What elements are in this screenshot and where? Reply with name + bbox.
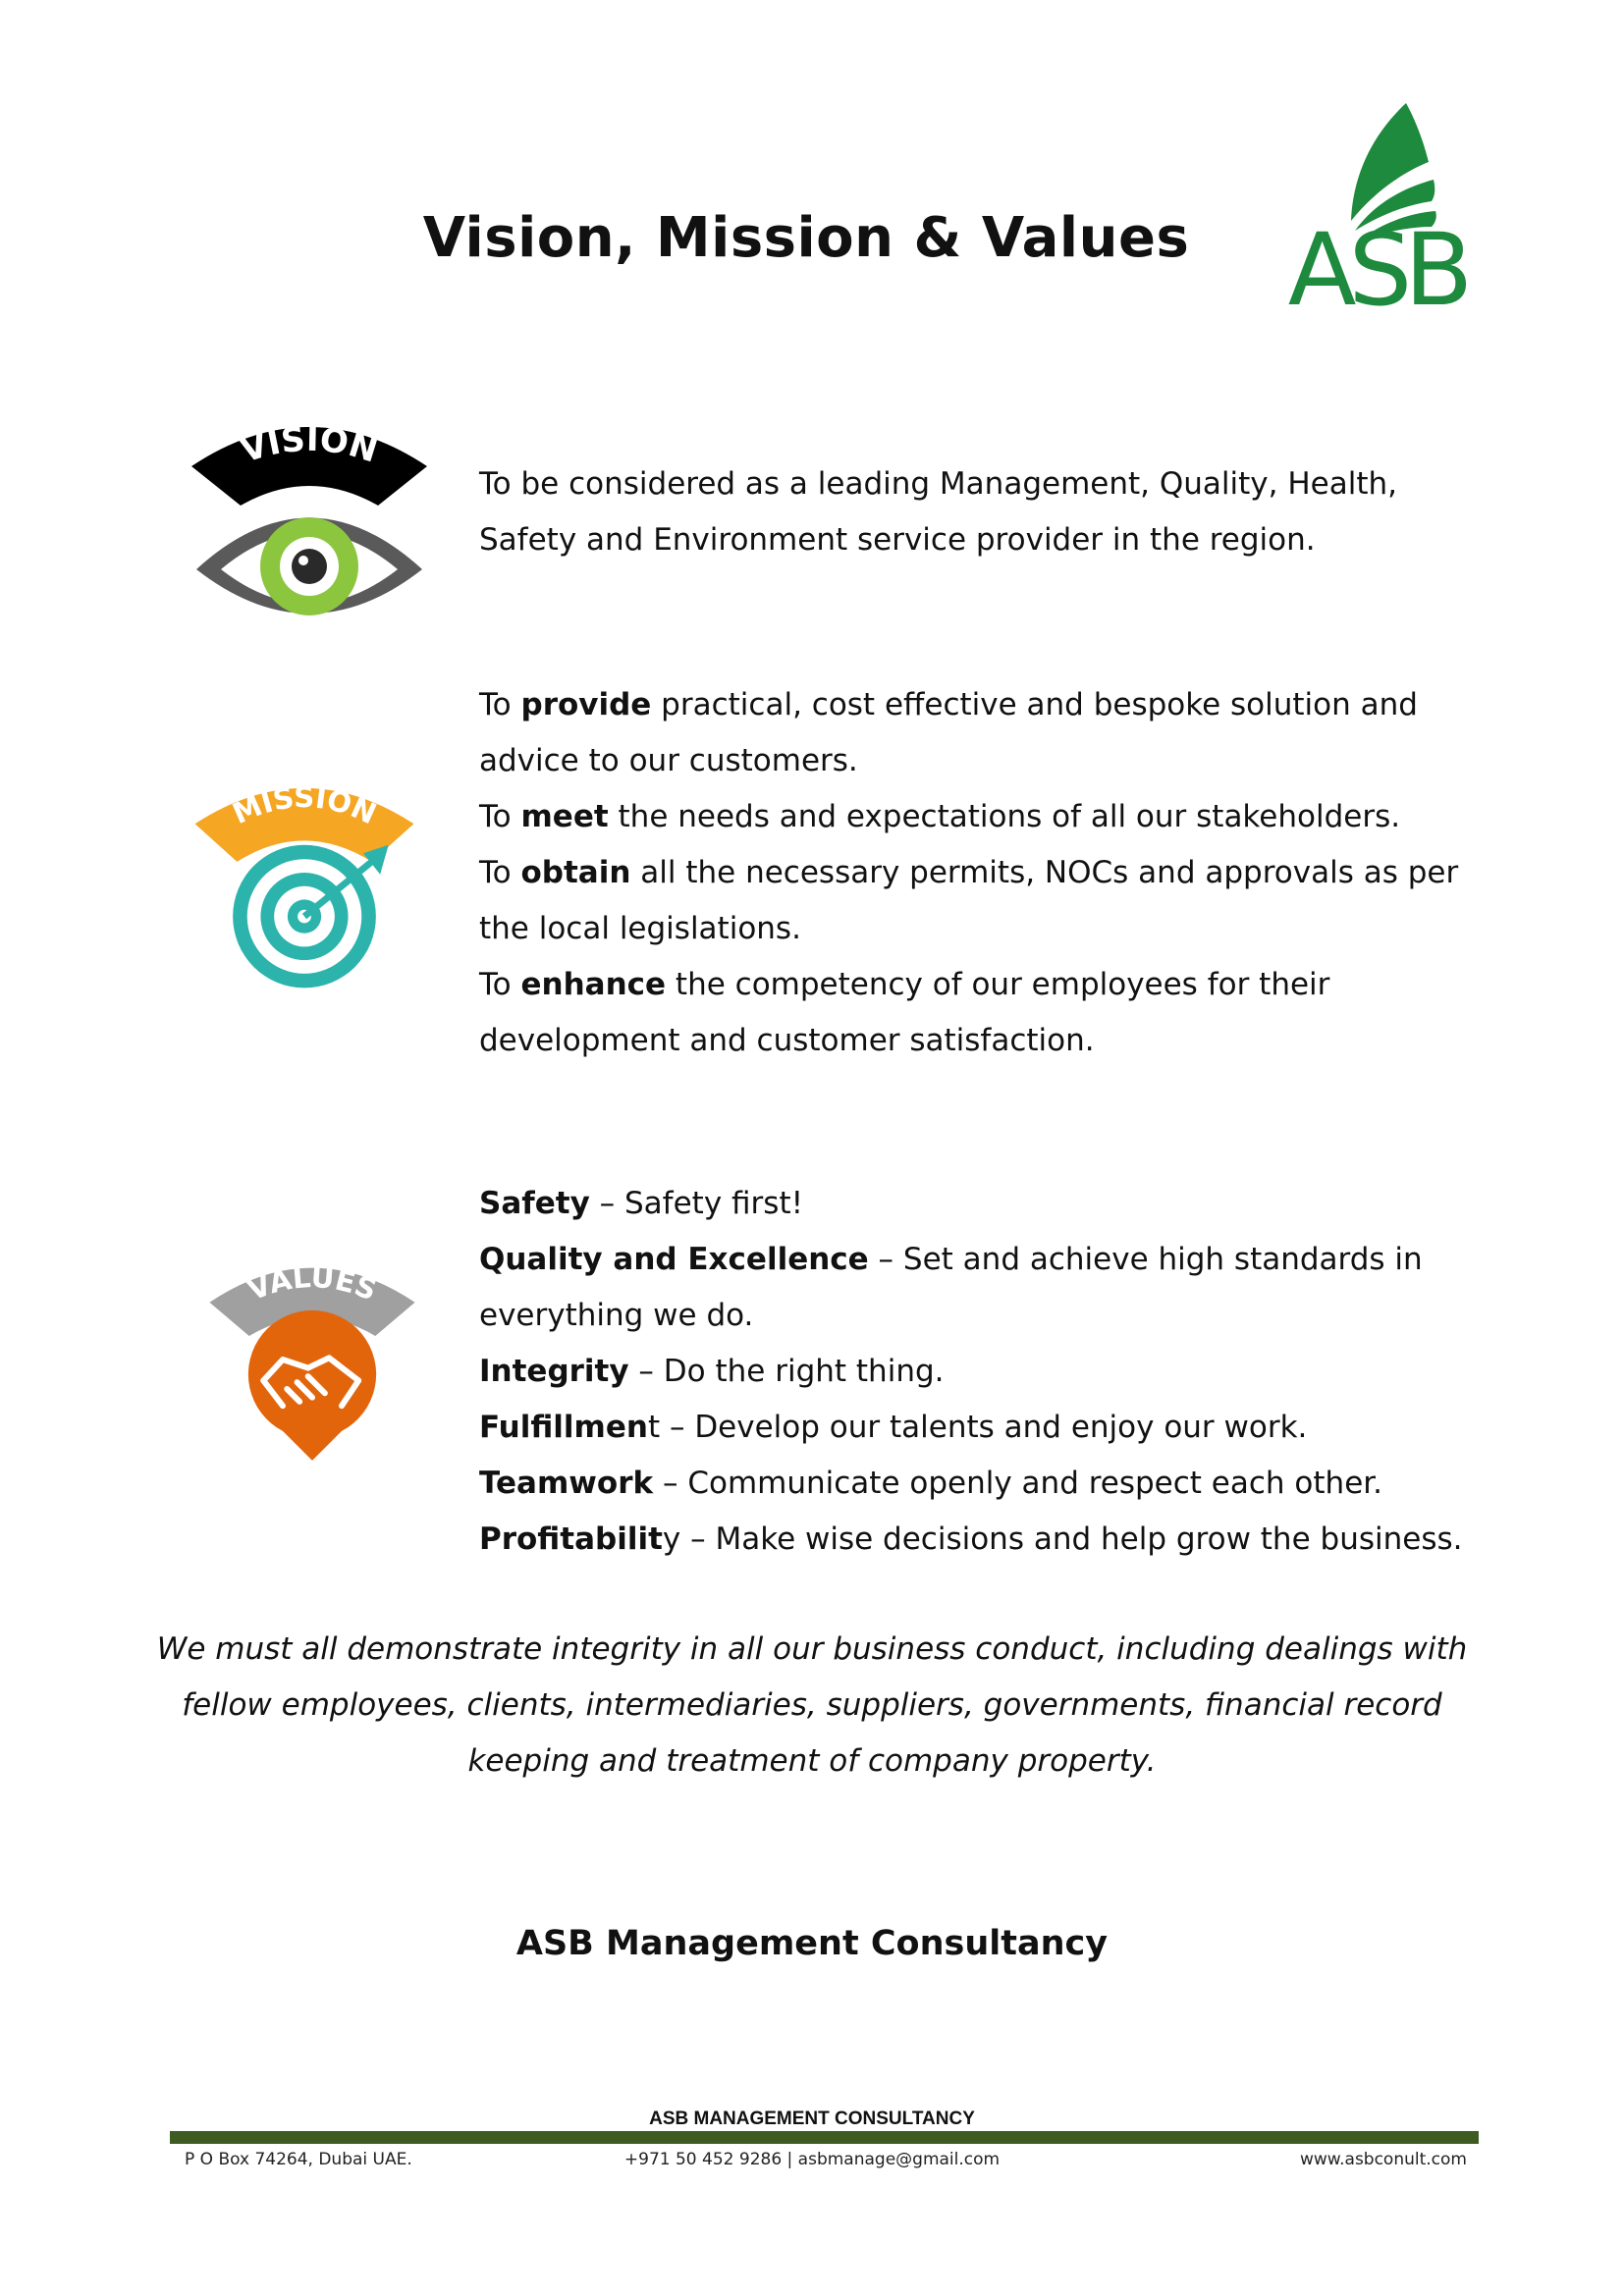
- asb-logo: [1267, 93, 1492, 319]
- page-title: Vision, Mission & Values: [422, 206, 1190, 270]
- vision-text: To be considered as a leading Management, Quality, Health, Safety and Environment service provider in the region.: [479, 466, 1397, 558]
- value-item: Fulfillment – Develop our talents and enjoy our work.: [479, 1410, 1308, 1445]
- value-item: Quality and Excellence – Set and achieve high standards in everything we do.: [479, 1242, 1423, 1333]
- mission-list: [479, 677, 1490, 1069]
- logo-text: ASB: [1287, 212, 1466, 319]
- value-item: Teamwork – Communicate openly and respect each other.: [479, 1466, 1383, 1501]
- mission-item: To enhance the competency of our employees for their development and customer satisfaction.: [479, 967, 1330, 1058]
- mission-icon: [177, 761, 432, 996]
- company-name: ASB Management Consultancy: [515, 1924, 1109, 1963]
- value-item: Safety – Safety first!: [479, 1186, 804, 1221]
- footer-bar: [170, 2131, 1479, 2144]
- values-label: VALUES: [243, 1259, 382, 1308]
- footer-address: P O Box 74264, Dubai UAE.: [185, 2150, 412, 2169]
- mission-label: MISSION: [227, 780, 382, 831]
- values-list: [479, 1176, 1490, 1568]
- footer-contact: +971 50 452 9286 | asbmanage@gmail.com: [623, 2150, 1001, 2169]
- closing-statement: We must all demonstrate integrity in all our business conduct, including dealings with fellow employees, clients, intermediaries, suppliers, governments, financial record keeping and treatment of company property.: [156, 1631, 1468, 1779]
- mission-item: To meet the needs and expectations of all our stakeholders.: [479, 799, 1401, 834]
- mission-item: To provide practical, cost effective and bespoke solution and advice to our customers.: [479, 687, 1418, 778]
- footer-title: ASB MANAGEMENT CONSULTANCY: [649, 2109, 975, 2129]
- footer-website: www.asbconult.com: [1299, 2150, 1467, 2169]
- mission-item: To obtain all the necessary permits, NOCs and approvals as per the local legislations.: [479, 855, 1459, 946]
- value-item: Integrity – Do the right thing.: [479, 1354, 945, 1389]
- values-icon: [185, 1242, 440, 1477]
- vision-label: VISION: [236, 419, 383, 471]
- vision-icon: [182, 398, 437, 633]
- value-item: Profitability – Make wise decisions and help grow the business.: [479, 1522, 1463, 1557]
